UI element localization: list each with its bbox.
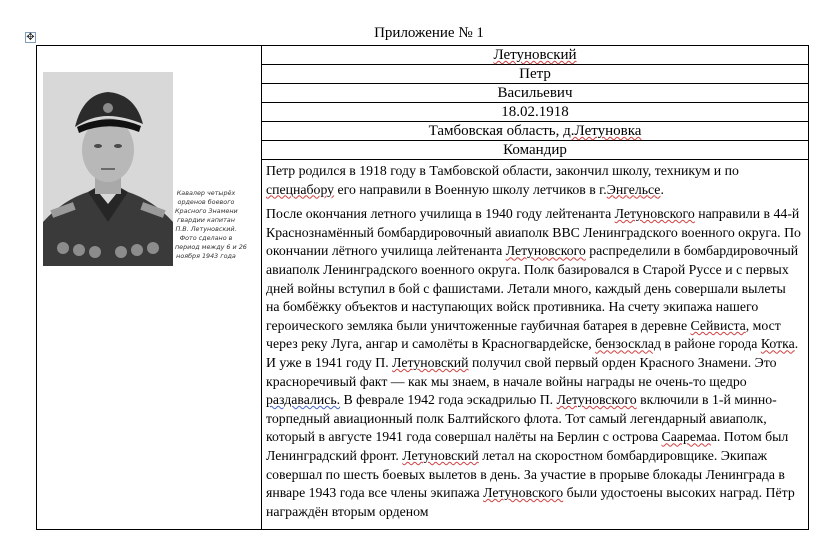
caption-line: гвардии капитан xyxy=(177,216,235,224)
bio-text: летал на скоростном бомбардировщике. Экипаж совершал по шесть боевых вылетов в день. За участие в прорыве блокады Ленинграда в январе 1943 года все члены экипажа xyxy=(266,447,785,501)
patronymic-row[interactable] xyxy=(262,84,808,103)
portrait-photo xyxy=(43,72,173,266)
document-title: Приложение № 1 xyxy=(374,25,484,41)
birthplace-village: д.Летуновка xyxy=(563,123,642,139)
surname-row[interactable] xyxy=(262,46,808,65)
bio-text: направили в 44-й Краснознамённый бомбардировочный авиаполк ВВС Ленинградского военного округа. По окончании лётного училища лейтенанта xyxy=(266,206,801,259)
bio-grammar-word: раздавались. xyxy=(266,392,341,408)
bio-misspelled-word: Энгельсе xyxy=(606,181,661,197)
bio-text: в районе города xyxy=(660,336,761,352)
bio-paragraph-1 xyxy=(266,162,802,199)
bio-text: После окончания летного училища в 1940 году лейтенанта xyxy=(266,206,615,222)
birthplace-prefix: Тамбовская область, xyxy=(428,123,560,139)
bio-text: получил свой первый орден Красного Знамени. Это красноречивый факт — как мы знаем, в начале войны награды не очень-то щедро xyxy=(266,354,777,389)
portrait-illustration xyxy=(43,72,173,266)
bio-misspelled-word: Летуновский xyxy=(392,354,469,370)
birth-date-value: 18.02.1918 xyxy=(501,104,569,120)
bio-misspelled-word: Котка xyxy=(760,336,795,352)
bio-misspelled-word: Летуновского xyxy=(505,243,586,259)
person-table xyxy=(36,45,809,530)
bio-text: а. Потом был Ленинградский фронт. xyxy=(266,429,789,463)
bio-misspelled-word: Летуновского xyxy=(483,485,564,501)
bio-text: . И уже в 1941 году П. xyxy=(266,336,799,370)
bio-text: были удостоены высоких наград. Пётр награждён вторым орденом xyxy=(266,485,795,519)
bio-misspelled-word: Саарема xyxy=(661,429,711,445)
bio-text: включили в 1-й минно-торпедный авиационный полк Балтийского флота. Тот самый легендарный авиаполк, который в августе 1941 года совершал налёты на Берлин с острова xyxy=(266,392,777,445)
birth-date-row[interactable] xyxy=(262,103,808,122)
caption-line: ноября 1943 года xyxy=(176,252,236,260)
bio-paragraph-2 xyxy=(266,205,802,521)
caption-line: Красного Знамени xyxy=(175,207,238,215)
caption-line: П.В. Летуновский. xyxy=(175,225,237,233)
bio-misspelled-word: Сейвиста xyxy=(690,317,746,333)
caption-line: Фото сделано в xyxy=(179,234,233,242)
caption-line: орденов боевого xyxy=(177,198,235,206)
bio-text: , мост через реку Луга, ангар и самолёты в Красногвардейске, xyxy=(266,317,781,352)
bio-text: . xyxy=(660,181,664,197)
rank-value: Командир xyxy=(503,142,567,158)
bio-text: распределили в бомбардировочный авиаполк Ленинградского военного округа. Полк базировался в Старой Руссе и с первых дней войны вступил в бой с фашистами. Летали много, каждый день совершали вылеты на бомбёжку объектов и наступающих войск противника. На счету экипажа нашего героического земляка были уничтоженные гаубичная батарея в деревне xyxy=(266,243,799,333)
biography-text[interactable] xyxy=(262,160,808,521)
photo-caption xyxy=(175,189,247,261)
patronymic-value: Васильевич xyxy=(497,85,573,101)
birthplace-row[interactable] xyxy=(262,122,808,141)
info-cell xyxy=(262,46,808,529)
first-name-value: Петр xyxy=(519,66,551,82)
bio-misspelled-word: Летуновского xyxy=(556,392,637,408)
bio-text: его направили в Военную школу летчиков в г. xyxy=(334,181,607,197)
bio-text: Петр родился в 1918 году в Тамбовской области, закончил школу, техникум и по xyxy=(266,163,739,178)
bio-misspelled-word: спецнабору xyxy=(266,181,335,197)
bio-text: В феврале 1942 года эскадрилью П. xyxy=(340,392,557,408)
photo-cell[interactable] xyxy=(37,46,262,529)
rank-row[interactable] xyxy=(262,141,808,160)
table-move-handle-icon[interactable]: ✥ xyxy=(26,32,35,43)
caption-line: Кавалер четырёх xyxy=(176,189,236,197)
surname-value: Летуновский xyxy=(493,47,577,63)
first-name-row[interactable] xyxy=(262,65,808,84)
bio-misspelled-word: бензосклад xyxy=(595,336,661,352)
bio-misspelled-word: Летуновский xyxy=(402,447,479,463)
caption-line: период между 6 и 26 xyxy=(175,243,247,251)
bio-misspelled-word: Летуновского xyxy=(614,206,695,222)
